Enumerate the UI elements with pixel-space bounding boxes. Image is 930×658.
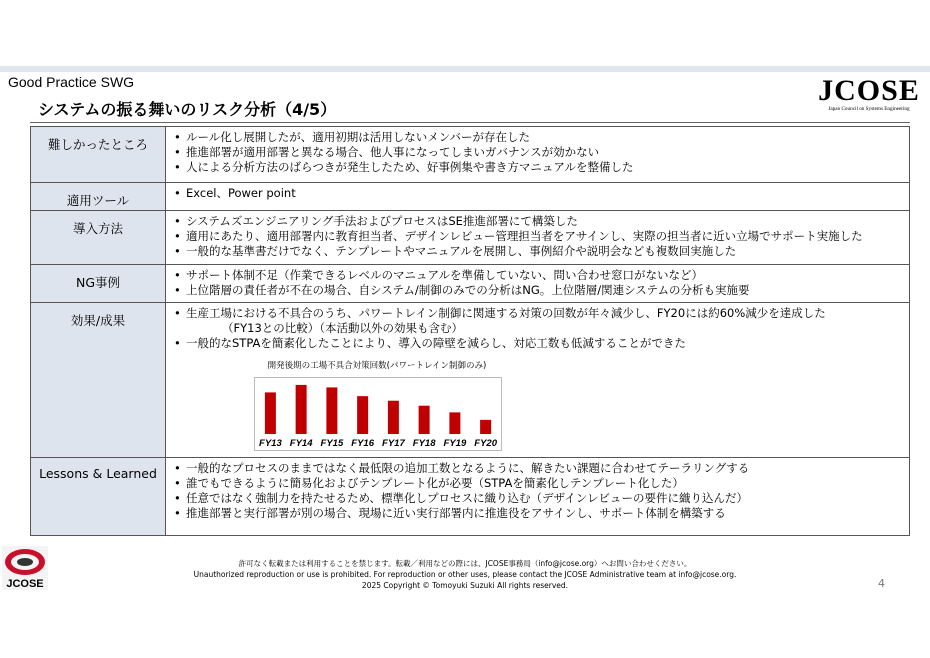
list-item: • 上位階層の責任者が不在の場合、自システム/制御のみでの分析はNG。上位階層/関連システムの分析も実施要	[172, 283, 903, 298]
top-band	[0, 66, 930, 72]
list-item: • 適用にあたり、適用部署内に教育担当者、デザインレビュー管理担当者をアサインし、実際の担当者に近い立場でサポート実施した	[172, 229, 903, 244]
page-title: システムの振る舞いのリスク分析（4/5）	[38, 100, 337, 119]
table-row	[31, 127, 910, 183]
list-item: • 推進部署が適用部署と異なる場合、他人事になってしまいガバナンスが効かない	[172, 145, 903, 160]
chart-plot-area	[254, 377, 502, 451]
badge-text: JCOSE	[6, 578, 44, 590]
list-item: • 一般的なプロセスのままではなく最低限の追加工数となるように、解きたい課題に合わせてテーラリングする	[172, 461, 903, 476]
row-content	[166, 183, 910, 211]
x-tick-label: FY18	[412, 438, 436, 449]
table-row	[31, 265, 910, 303]
logo-subtitle: Japan Council on Systems Engineering	[828, 106, 910, 112]
list-item: • システムズエンジニアリング手法およびプロセスはSE推進部署にて構築した	[172, 214, 903, 229]
chart-title: 開発後期の工場不具合対策回数(パワートレイン制御のみ)	[267, 361, 487, 371]
row-label: Lessons & Learned	[31, 458, 166, 536]
logo-text: JCOSE	[818, 74, 920, 107]
bar-fy19	[449, 412, 460, 434]
bar-fy14	[296, 385, 307, 434]
table-row	[31, 303, 910, 458]
table-row	[31, 211, 910, 265]
footer-copyright: 2025 Copyright © Tomoyuki Suzuki All rights reserved.	[361, 581, 569, 590]
list-item: • 推進部署と実行部署が別の場合、現場に近い実行部署内に推進役をアサインし、サポート体制を構築する	[172, 506, 903, 521]
row-label: 難しかったところ	[31, 127, 166, 183]
list-item-continuation: （FY13との比較）（本活動以外の効果も含む）	[222, 321, 464, 335]
x-tick-label: FY13	[259, 438, 282, 449]
row-label: 導入方法	[31, 211, 166, 265]
list-item	[172, 306, 903, 336]
x-tick-label: FY16	[351, 438, 374, 449]
list-item: • ルール化し展開したが、適用初期は活用しないメンバーが存在した	[172, 130, 903, 145]
bar-fy20	[480, 420, 491, 434]
chart-svg	[255, 378, 501, 450]
row-label: 効果/成果	[31, 303, 166, 458]
row-content	[166, 458, 910, 536]
footer-notice-en: Unauthorized reproduction or use is prohibited. For reproduction or other uses, please contact the JCOSE Administrative team at info@jcose.org.	[193, 570, 737, 579]
page-number: 4	[878, 577, 885, 590]
bar-fy15	[326, 387, 337, 434]
bar-fy17	[388, 401, 399, 434]
list-item-text: 生産工場における不具合のうち、パワートレイン制御に関連する対策の回数が年々減少し、FY20には約60%減少を達成した	[186, 306, 826, 320]
row-content	[166, 303, 910, 458]
x-tick-label: FY17	[382, 438, 405, 449]
row-content	[166, 127, 910, 183]
row-content	[166, 211, 910, 265]
bar-fy13	[265, 392, 276, 434]
title-divider	[30, 122, 910, 123]
row-content	[166, 265, 910, 303]
x-tick-label: FY15	[320, 438, 344, 449]
list-item: • 一般的な基準書だけでなく、テンプレートやマニュアルを展開し、事例紹介や説明会なども複数回実施した	[172, 244, 903, 259]
list-item: • 一般的なSTPAを簡素化したことにより、導入の障壁を減らし、対応工数も低減することができた	[172, 336, 903, 351]
table-row	[31, 458, 910, 536]
list-item: • 任意ではなく強制力を持たせるため、標準化しプロセスに織り込む（デザインレビューの要件に織り込んだ）	[172, 491, 903, 506]
x-tick-label: FY14	[289, 438, 313, 449]
group-name: Good Practice SWG	[8, 74, 135, 90]
footer-notice-jp: 許可なく転載または利用することを禁じます。転載／利用などの際には、JCOSE事務局（info@jcose.org）へお問い合わせください。	[238, 559, 692, 568]
table-row	[31, 183, 910, 211]
list-item: • Excel、Power point	[172, 186, 903, 201]
summary-table	[30, 126, 910, 536]
bar-fy18	[419, 406, 430, 434]
list-item: • 人による分析方法のばらつきが発生したため、好事例集や書き方マニュアルを整備した	[172, 160, 903, 175]
x-tick-label: FY20	[474, 438, 497, 449]
list-item: • サポート体制不足（作業できるレベルのマニュアルを準備していない、問い合わせ窓口がないなど）	[172, 268, 903, 283]
bar-chart	[254, 359, 500, 451]
bar-fy16	[357, 396, 368, 434]
list-item: • 誰でもできるように簡易化およびテンプレート化が必要（STPAを簡素化しテンプレート化した）	[172, 476, 903, 491]
row-label: 適用ツール	[31, 183, 166, 211]
x-tick-label: FY19	[443, 438, 467, 449]
jcose-logo	[814, 76, 924, 112]
row-label: NG事例	[31, 265, 166, 303]
